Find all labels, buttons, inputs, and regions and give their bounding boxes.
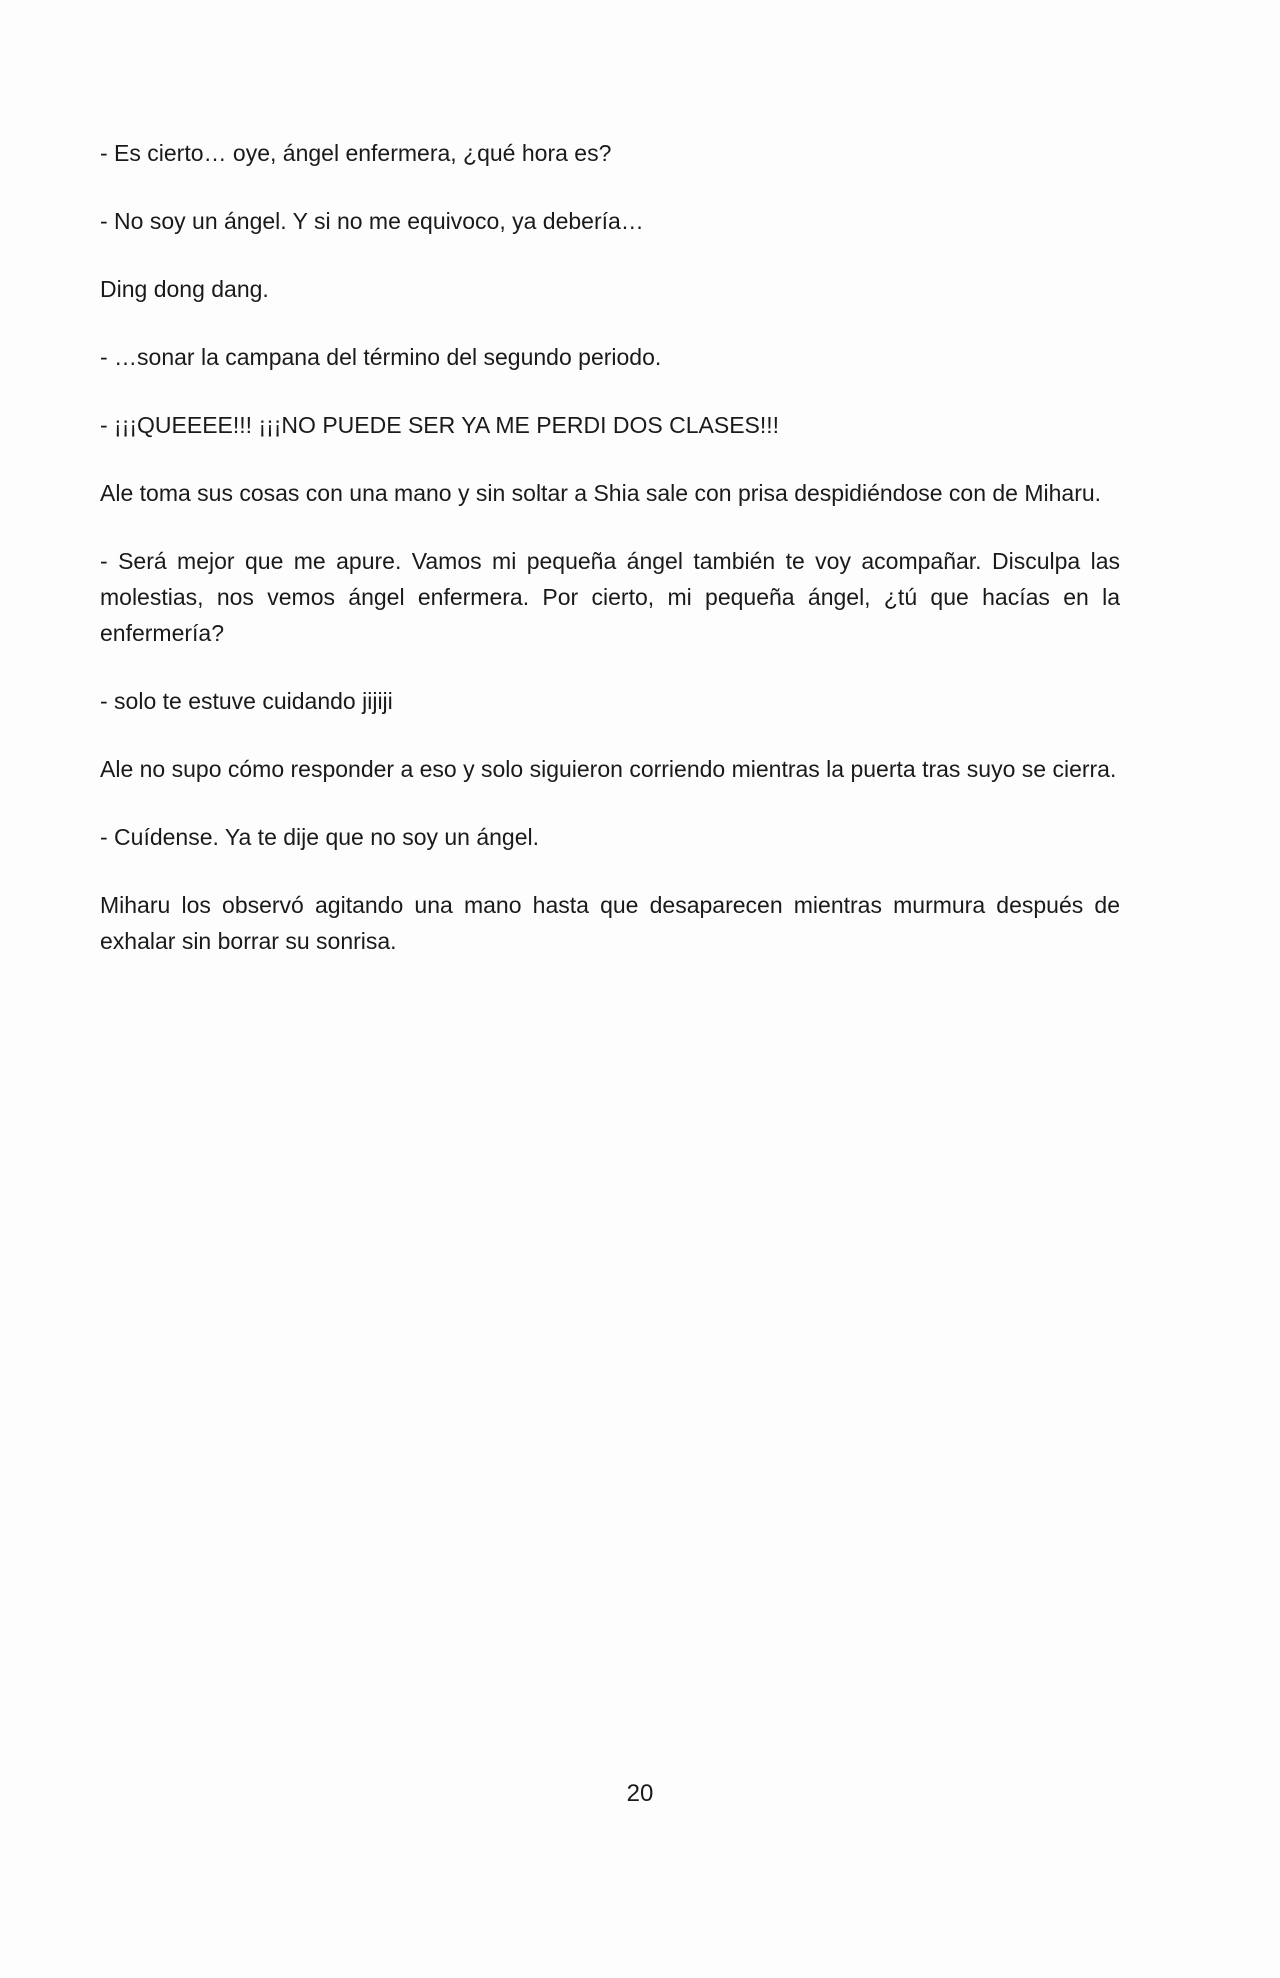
- paragraph-7: - Será mejor que me apure. Vamos mi pequeña ángel también te voy acompañar. Disculpa las molestias, nos vemos ángel enfermera. Por cierto, mi pequeña ángel, ¿tú que hacías en la enfermería?: [100, 548, 1120, 646]
- paragraph-2: - No soy un ángel. Y si no me equivoco, ya debería…: [100, 208, 644, 234]
- page-number: 20: [626, 1780, 654, 1807]
- paragraph-10: - Cuídense. Ya te dije que no soy un ángel.: [100, 824, 540, 850]
- paragraph-6: Ale toma sus cosas con una mano y sin soltar a Shia sale con prisa despidiéndose con de Miharu.: [100, 480, 1102, 506]
- paragraph-1: - Es cierto… oye, ángel enfermera, ¿qué hora es?: [100, 140, 612, 166]
- paragraph-3: Ding dong dang.: [100, 276, 269, 302]
- paragraph-9: Ale no supo cómo responder a eso y solo siguieron corriendo mientras la puerta tras suyo se cierra.: [100, 756, 1117, 782]
- paragraph-4: - …sonar la campana del término del segundo periodo.: [100, 344, 662, 370]
- paragraph-11: Miharu los observó agitando una mano hasta que desaparecen mientras murmura después de exhalar sin borrar su sonrisa.: [100, 892, 1120, 954]
- paragraph-5: - ¡¡¡QUEEEE!!! ¡¡¡NO PUEDE SER YA ME PERDI DOS CLASES!!!: [100, 412, 780, 438]
- paragraph-8: - solo te estuve cuidando jijiji: [100, 688, 393, 714]
- body-text: [100, 135, 1120, 991]
